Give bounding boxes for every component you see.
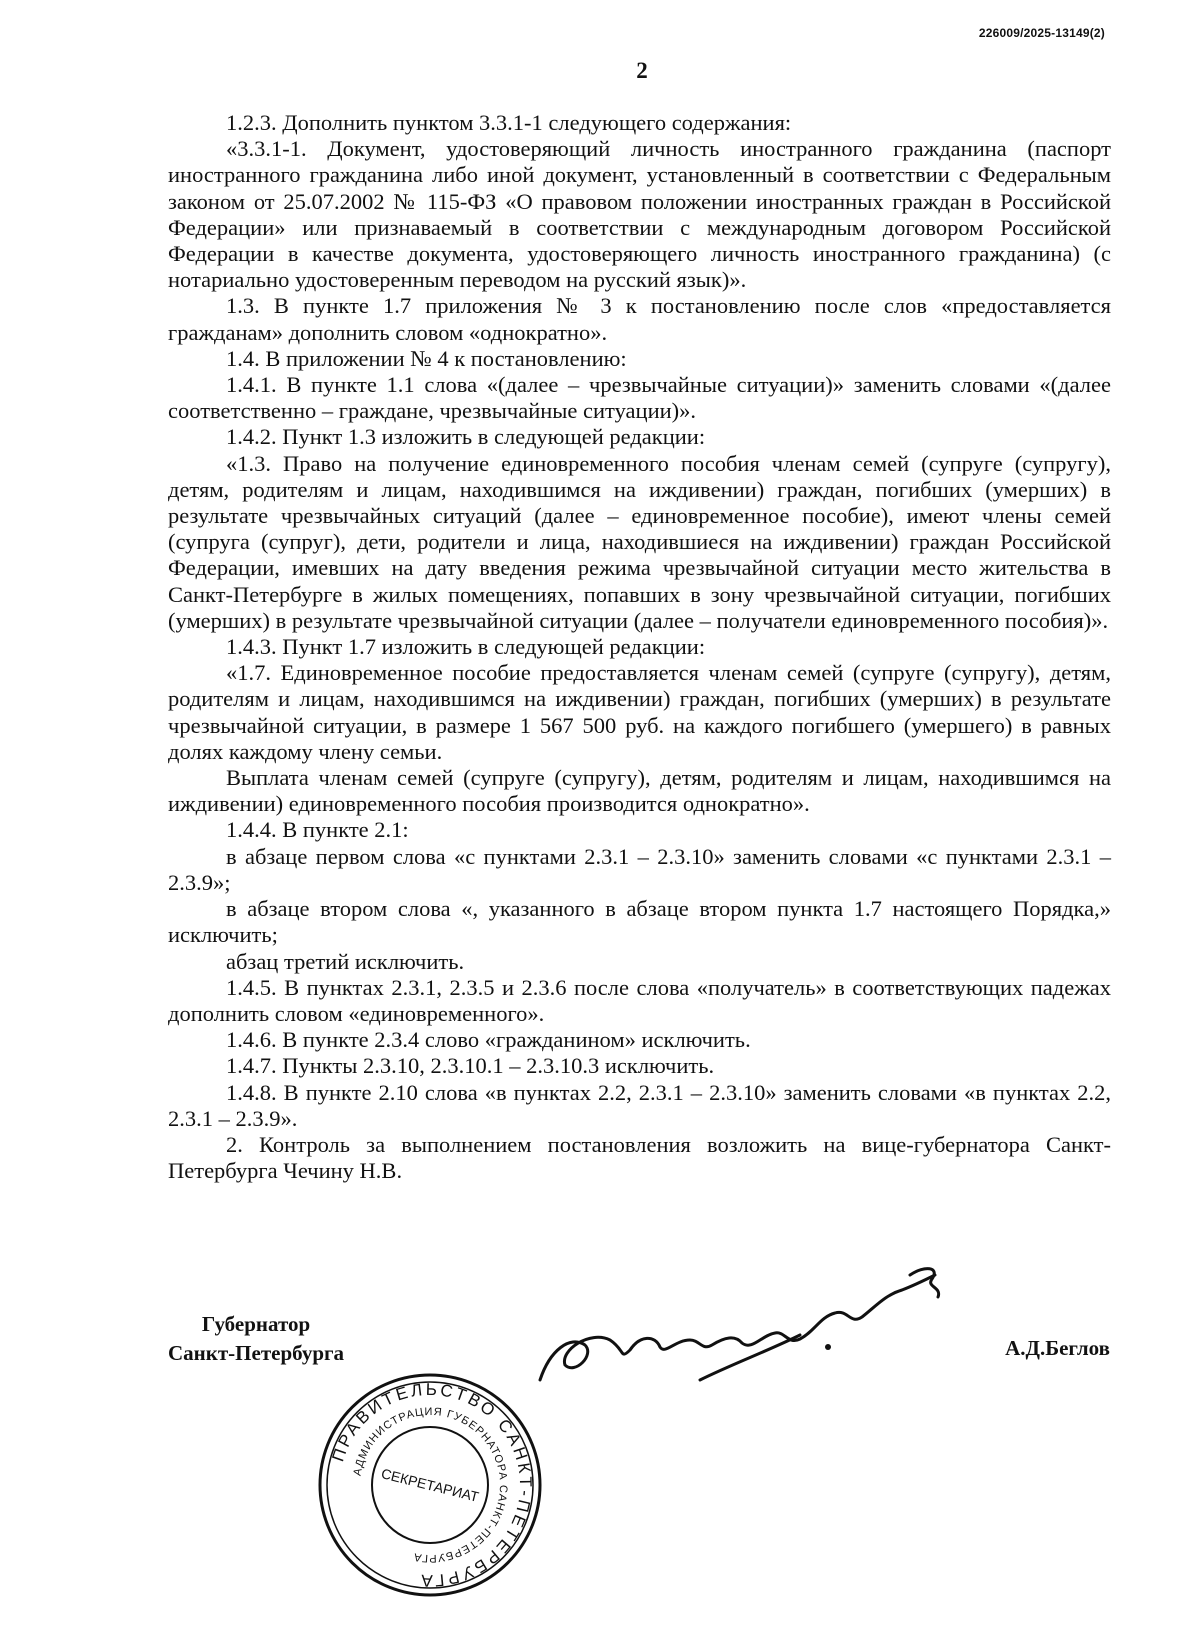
paragraph: 1.4.5. В пунктах 2.3.1, 2.3.5 и 2.3.6 после слова «получатель» в соответствующих падежах дополнить словом «единовременного». — [168, 974, 1111, 1026]
signatory-title-line: Губернатор — [201, 1312, 311, 1336]
official-seal — [315, 1370, 545, 1600]
paragraph: 1.3. В пункте 1.7 приложения № 3 к постановлению после слов «предоставляется гражданам» дополнить словом «однократно». — [168, 293, 1111, 345]
seal-center-text: СЕКРЕТАРИАТ — [379, 1465, 481, 1505]
paragraph: 1.4.4. В пункте 2.1: — [226, 817, 409, 843]
paragraph: 1.4.3. Пункт 1.7 изложить в следующей редакции: — [226, 634, 706, 660]
page-number: 2 — [636, 58, 648, 83]
paragraph: Выплата членам семей (супруге (супругу), детям, родителям и лицам, находившимся на иждивении) единовременного пособия производится однократно». — [168, 765, 1111, 817]
paragraph: 1.4.2. Пункт 1.3 изложить в следующей редакции: — [226, 424, 706, 450]
paragraph: «3.3.1-1. Документ, удостоверяющий личность иностранного гражданина (паспорт иностранного гражданина либо иной документ, установленный в соответствии с Федеральным законом от 25.07.2002 № 115-ФЗ «О правовом положении иностранных граждан в Российской Федерации» или признаваемый в соответствии с международным договором Российской Федерации в качестве документа, удостоверяющего личность иностранного гражданина) (с нотариально удостоверенным переводом на русский язык)». — [168, 136, 1111, 293]
paragraph: 1.4.1. В пункте 1.1 слова «(далее – чрезвычайные ситуации)» заменить словами «(далее соответственно – граждане, чрезвычайные ситуации)». — [168, 372, 1111, 424]
document-body — [168, 110, 1111, 1184]
paragraph: 1.2.3. Дополнить пунктом 3.3.1-1 следующего содержания: — [226, 110, 792, 135]
handwritten-signature — [530, 1255, 990, 1405]
seal-outer-text: ПРАВИТЕЛЬСТВО САНКТ-ПЕТЕРБУРГА — [328, 1379, 536, 1591]
paragraph: 1.4.6. В пункте 2.3.4 слово «гражданином» исключить. — [226, 1027, 751, 1053]
paragraph: «1.3. Право на получение единовременного пособия членам семей (супруге (супругу), детям, родителям и лицам, находившимся на иждивении) граждан, погибших (умерших) в результате чрезвычайных ситуаций (далее – единовременное пособие), имеют члены семей (супруга (супруг), дети, родители и лица, находившиеся на иждивении) граждан Российской Федерации, имевших на дату введения режима чрезвычайной ситуации место жительства в Санкт-Петербурге в жилых помещениях, попавших в зону чрезвычайной ситуации, погибших (умерших) в результате чрезвычайной ситуации (далее – получатели единовременного пособия)». — [168, 450, 1111, 633]
paragraph: в абзаце первом слова «с пунктами 2.3.1 – 2.3.10» заменить словами «с пунктами 2.3.1 – 2.3.9»; — [168, 843, 1111, 895]
seal-inner-text: АДМИНИСТРАЦИЯ ГУБЕРНАТОРА САНКТ-ПЕТЕРБУРГА — [351, 1405, 510, 1565]
paragraph: 1.4. В приложении № 4 к постановлению: — [226, 345, 627, 371]
paragraph: 2. Контроль за выполнением постановления возложить на вице-губернатора Санкт-Петербурга Чечину Н.В. — [168, 1131, 1111, 1184]
document-id: 226009/2025-13149(2) — [978, 26, 1105, 40]
paragraph: в абзаце втором слова «, указанного в абзаце втором пункта 1.7 настоящего Порядка,» исключить; — [168, 896, 1111, 948]
paragraph: 1.4.7. Пункты 2.3.10, 2.3.10.1 – 2.3.10.3 исключить. — [226, 1053, 715, 1079]
signatory-title — [168, 1310, 344, 1368]
paragraph: 1.4.8. В пункте 2.10 слова «в пунктах 2.2, 2.3.1 – 2.3.10» заменить словами «в пунктах 2.2, 2.3.1 – 2.3.9». — [168, 1079, 1111, 1131]
signatory-title-line: Санкт-Петербурга — [168, 1341, 345, 1365]
paragraph: абзац третий исключить. — [226, 948, 465, 974]
paragraph: «1.7. Единовременное пособие предоставляется членам семей (супруге (супругу), детям, родителям и лицам, находившимся на иждивении) граждан, погибших (умерших) в результате чрезвычайной ситуации, в размере 1 567 500 руб. на каждого погибшего (умершего) в равных долях каждому члену семьи. — [168, 660, 1111, 764]
signatory-name: А.Д.Беглов — [1005, 1336, 1110, 1360]
